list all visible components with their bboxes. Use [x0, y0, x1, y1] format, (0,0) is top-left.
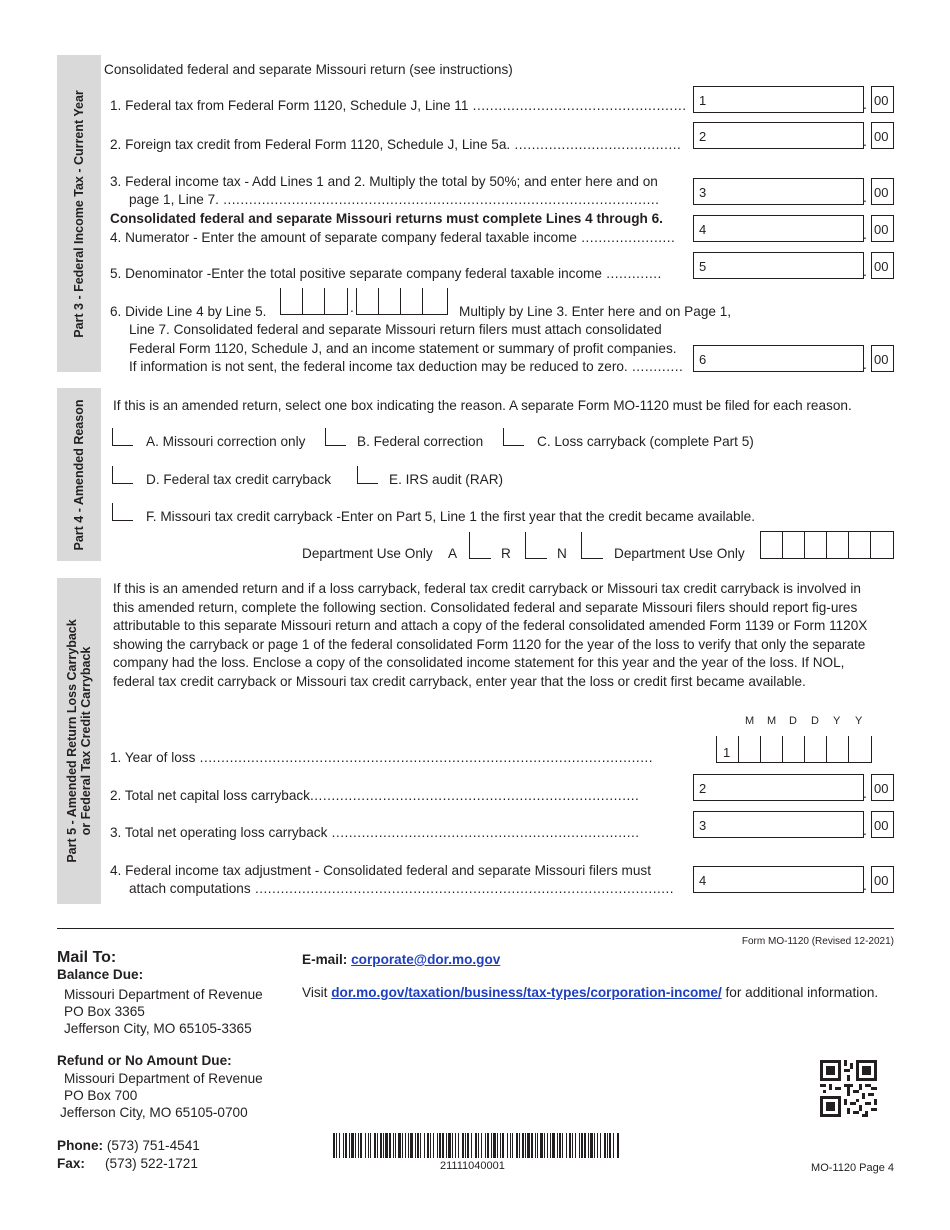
part3-line5-input[interactable]	[693, 252, 864, 279]
balance-due-address: Missouri Department of Revenue PO Box 3365 Jefferson City, MO 65105-3365	[64, 987, 263, 1036]
code-a-box[interactable]	[469, 532, 491, 559]
part5-line2-cents: 00	[871, 774, 894, 801]
code-r-box[interactable]	[525, 532, 547, 559]
website-link[interactable]: dor.mo.gov/taxation/business/tax-types/corporation-income/	[331, 985, 722, 1000]
part3-line6-label-c: Federal Form 1120, Schedule J, and an income statement or summary of profit companies.	[129, 341, 677, 356]
balance-due-heading: Balance Due:	[57, 967, 144, 982]
barcode	[333, 1133, 621, 1158]
part3-line3-input[interactable]	[693, 178, 864, 205]
code-a-label: A	[448, 546, 458, 561]
box-number: 3	[699, 818, 707, 833]
part3-line1-input[interactable]	[693, 86, 864, 113]
year-of-loss-boxes[interactable]: 1	[716, 736, 874, 764]
box-number: 2	[699, 781, 707, 796]
part4-sidebar	[57, 388, 101, 561]
part3-line6-cents: 00	[871, 345, 894, 372]
part4-title: Part 4 - Amended Reason	[72, 399, 86, 550]
part5-line3-input[interactable]	[693, 811, 864, 838]
dept-use-only-left: Department Use Only	[302, 546, 433, 561]
part3-line6-label-b: Line 7. Consolidated federal and separate Missouri return filers must attach consolidated	[129, 322, 662, 337]
part5-line4-cents: 00	[871, 866, 894, 893]
box-number: 4	[699, 222, 707, 237]
part3-line3-label-a: 3. Federal income tax - Add Lines 1 and 2. Multiply the total by 50%; and enter here and on	[110, 174, 658, 189]
option-d-label: D. Federal tax credit carryback	[146, 472, 332, 487]
part3-line1-cents: 00	[871, 86, 894, 113]
box-number: 4	[699, 873, 707, 888]
part3-line2-label: 2. Foreign tax credit from Federal Form 1120, Schedule J, Line 5a. .......................................	[110, 137, 682, 152]
checkbox-b[interactable]	[325, 428, 346, 446]
fax-line: Fax: (573) 522-1721	[57, 1156, 198, 1171]
part3-line6-label-d: If information is not sent, the federal income tax deduction may be reduced to zero. ............	[129, 359, 684, 374]
option-f-label: F. Missouri tax credit carryback -Enter on Part 5, Line 1 the first year that the credit became available.	[146, 509, 755, 524]
part4-intro: If this is an amended return, select one box indicating the reason. A separate Form MO-1120 must be filed for each reason.	[113, 398, 852, 413]
box-number: 6	[699, 352, 707, 367]
barcode-number: 21111040001	[440, 1160, 505, 1172]
part5-title: Part 5 - Amended Return Loss Carryback or Federal Tax Credit Carryback	[65, 619, 93, 863]
dept-use-boxes[interactable]	[760, 531, 894, 558]
decimal-point: .	[863, 785, 867, 801]
ratio-boxes[interactable]	[280, 288, 450, 318]
part3-bold-note: Consolidated federal and separate Missouri returns must complete Lines 4 through 6.	[110, 211, 663, 226]
email-line: E-mail: corporate@dor.mo.gov	[302, 952, 501, 967]
part3-line4-input[interactable]	[693, 215, 864, 242]
decimal-point: .	[863, 133, 867, 149]
decimal-point: .	[863, 356, 867, 372]
ratio-decimal: .	[350, 300, 354, 315]
part3-line2-input[interactable]	[693, 122, 864, 149]
part3-line2-cents: 00	[871, 122, 894, 149]
part3-line6-input[interactable]	[693, 345, 864, 372]
box-number: 1	[699, 93, 707, 108]
refund-heading: Refund or No Amount Due:	[57, 1053, 232, 1068]
part5-sidebar	[57, 578, 101, 904]
option-b-label: B. Federal correction	[357, 434, 484, 449]
code-n-label: N	[557, 546, 567, 561]
phone-line: Phone: (573) 751-4541	[57, 1138, 200, 1153]
decimal-point: .	[863, 226, 867, 242]
decimal-point: .	[863, 877, 867, 893]
part3-line5-cents: 00	[871, 252, 894, 279]
checkbox-e[interactable]	[357, 466, 378, 484]
decimal-point: .	[863, 263, 867, 279]
part3-line4-label: 4. Numerator - Enter the amount of separate company federal taxable income ......................	[110, 230, 676, 245]
option-a-label: A. Missouri correction only	[146, 434, 306, 449]
part3-sidebar	[57, 55, 101, 372]
part3-line5-label: 5. Denominator -Enter the total positive separate company federal taxable income .............	[110, 266, 662, 281]
checkbox-c[interactable]	[503, 428, 524, 446]
visit-line: Visit dor.mo.gov/taxation/business/tax-types/corporation-income/ for additional information.	[302, 985, 879, 1000]
option-e-label: E. IRS audit (RAR)	[389, 472, 504, 487]
checkbox-f[interactable]	[112, 503, 133, 521]
form-revision: Form MO-1120 (Revised 12-2021)	[741, 936, 894, 947]
footer-divider	[57, 928, 894, 929]
part3-line6-label-a: 6. Divide Line 4 by Line 5.	[110, 304, 267, 319]
part3-intro: Consolidated federal and separate Missouri return (see instructions)	[104, 62, 513, 77]
page-number: MO-1120 Page 4	[811, 1162, 894, 1174]
part5-line4-label-a: 4. Federal income tax adjustment - Consolidated federal and separate Missouri filers must	[110, 863, 651, 878]
box-number: 3	[699, 185, 707, 200]
part5-line2-input[interactable]	[693, 774, 864, 801]
part3-line3-cents: 00	[871, 178, 894, 205]
part3-line1-label: 1. Federal tax from Federal Form 1120, Schedule J, Line 11 ..................................................	[110, 98, 687, 113]
code-n-box[interactable]	[581, 532, 603, 559]
checkbox-a[interactable]	[112, 428, 133, 446]
part3-line4-cents: 00	[871, 215, 894, 242]
part5-line3-label: 3. Total net operating loss carryback ........................................................................	[110, 825, 640, 840]
checkbox-d[interactable]	[112, 466, 133, 484]
dept-use-only-right: Department Use Only	[614, 546, 745, 561]
part3-line6-label-a2: Multiply by Line 3. Enter here and on Page 1,	[459, 304, 732, 319]
refund-address: Missouri Department of Revenue PO Box 700 Jefferson City, MO 65105-0700	[60, 1071, 263, 1120]
decimal-point: .	[863, 96, 867, 112]
part5-line3-cents: 00	[871, 811, 894, 838]
part5-line4-label-b: attach computations ..................................................................................................	[129, 881, 675, 896]
part5-line4-input[interactable]	[693, 866, 864, 893]
box-number: 5	[699, 259, 707, 274]
part3-title: Part 3 - Federal Income Tax - Current Year	[72, 89, 86, 338]
part3-line3-label-b: page 1, Line 7. ......................................................................................................	[129, 192, 660, 207]
qr-code	[820, 1060, 877, 1117]
box-number: 2	[699, 129, 707, 144]
code-r-label: R	[501, 546, 511, 561]
email-link[interactable]: corporate@dor.mo.gov	[351, 952, 501, 967]
part5-line2-label: 2. Total net capital loss carryback.............................................................................	[110, 788, 640, 803]
decimal-point: .	[863, 189, 867, 205]
part5-paragraph: If this is an amended return and if a loss carryback, federal tax credit carryback or Missouri tax credit carryback is involved in this amended return, complete the following section. Consolidated federal and separate Missouri filers should report fig-ures attributable to this separate Missouri return and attach a copy of the federal consolidated amended Form 1139 or Form 1120X showing the carryback or page 1 of the federal consolidated Form 1120 for the year of the loss to verify that only the separate company had the loss. Enclose a copy of the consolidated income statement for this year and the year of the loss. If NOL, federal tax credit carryback or Missouri tax credit carryback, enter year that the loss or credit first became available.	[113, 581, 868, 689]
part5-line1-label: 1. Year of loss ..........................................................................................................	[110, 750, 654, 765]
decimal-point: .	[863, 822, 867, 838]
option-c-label: C. Loss carryback (complete Part 5)	[537, 434, 754, 449]
mail-to-heading: Mail To:	[57, 949, 117, 966]
